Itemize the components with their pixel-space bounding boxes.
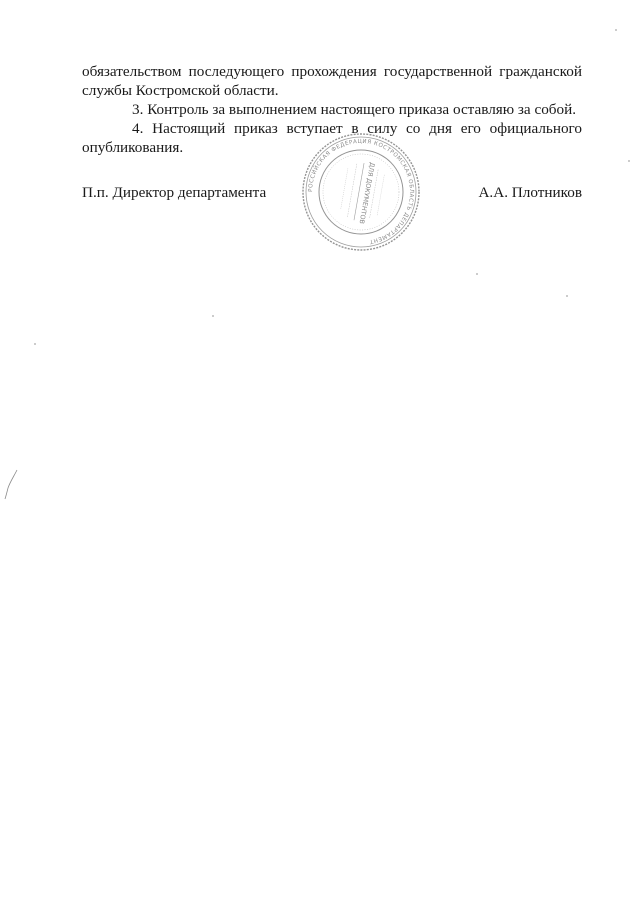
paragraph-1-line-1: обязательством последующего прохождения государственной гражданской	[82, 63, 582, 80]
signatory-name: А.А. Плотников	[478, 184, 582, 201]
scan-speck	[476, 273, 478, 275]
scan-speck	[34, 343, 36, 345]
scan-speck	[628, 160, 630, 162]
scan-speck	[566, 295, 568, 297]
paragraph-2-line-1: 3. Контроль за выполнением настоящего приказа оставляю за собой.	[132, 101, 577, 118]
seal-center-text: ДЛЯ ДОКУМЕНТОВ	[357, 161, 377, 225]
pen-stroke-mark	[2, 468, 22, 500]
seal-graphic	[300, 131, 422, 253]
svg-text:РОССИЙСКАЯ ФЕДЕРАЦИЯ КОСТРОМСК	[308, 139, 414, 244]
scan-speck	[212, 315, 214, 317]
signatory-position: П.п. Директор департамента	[82, 184, 267, 201]
seal-ring-text: РОССИЙСКАЯ ФЕДЕРАЦИЯ КОСТРОМСКАЯ ОБЛАСТЬ ДЕПАРТАМЕНТ	[307, 138, 415, 245]
paragraph-3-line-2: опубликования.	[82, 139, 184, 156]
official-seal-stamp	[300, 131, 422, 253]
paragraph-1-line-2: службы Костромской области.	[82, 82, 279, 99]
scan-speck	[615, 29, 617, 31]
paragraph-3-line-1: 4. Настоящий приказ вступает в силу со дня его официального	[132, 120, 582, 137]
